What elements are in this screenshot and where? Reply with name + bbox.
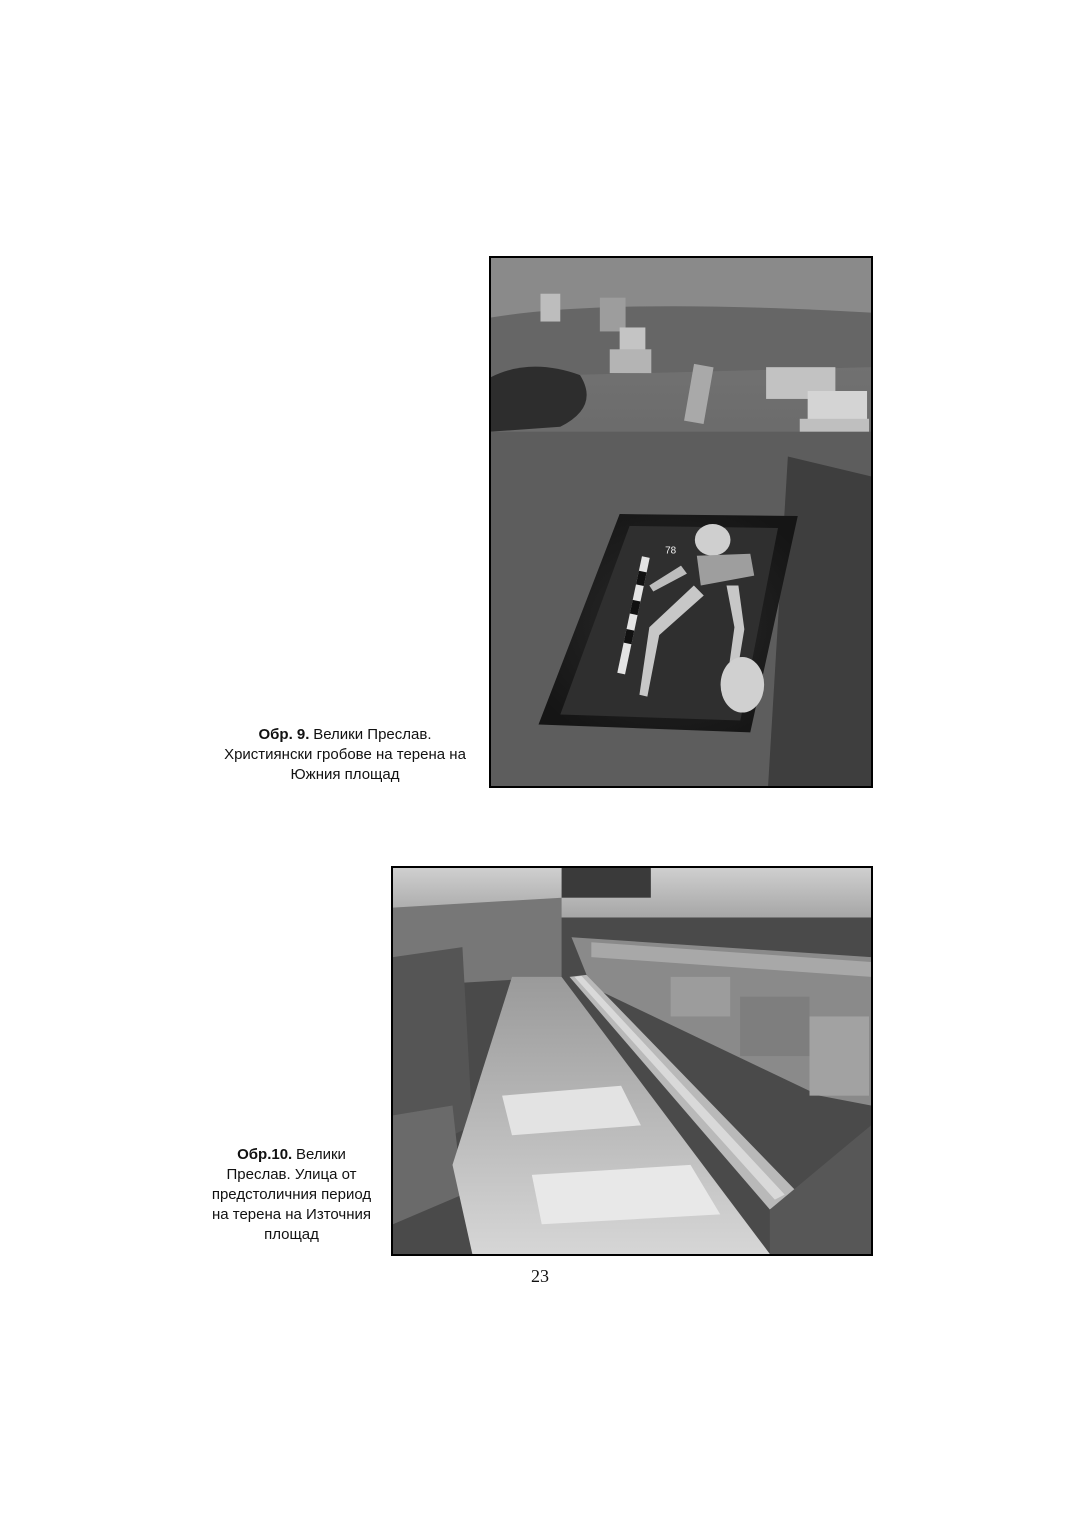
figure-10-caption-text: Велики Преслав. Улица от предстоличния период на терена на Източния площад (211, 1146, 372, 1243)
figure-10-label: Обр.10. (237, 1146, 293, 1163)
ancient-street-image (393, 868, 871, 1254)
grave-excavation-image (491, 258, 871, 786)
figure-10-photo (391, 866, 873, 1256)
figure-9-photo (489, 256, 873, 788)
figure-9-caption (214, 725, 476, 785)
figure-9-label: Обр. 9. (258, 726, 310, 743)
grave-number-marker: 78 (665, 545, 677, 557)
figure-9-caption-text: Велики Преслав. Християнски гробове на терена на Южния площад (224, 726, 466, 783)
page-number: 23 (531, 1266, 549, 1286)
figure-10-caption (204, 1145, 379, 1245)
